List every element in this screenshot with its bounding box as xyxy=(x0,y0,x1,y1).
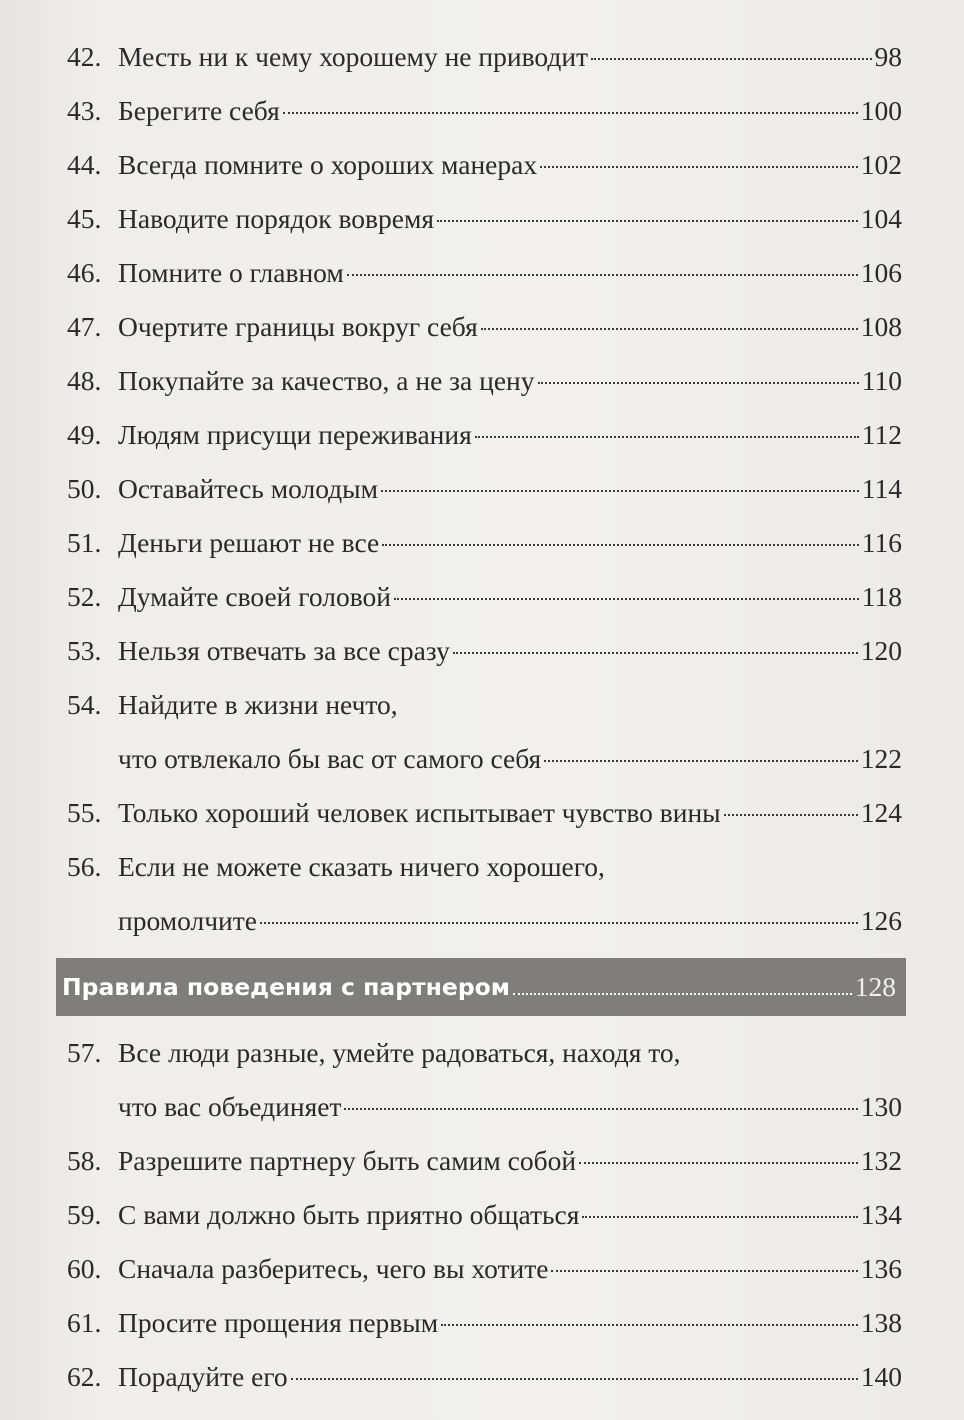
entry-title: что отвлекало бы вас от самого себя xyxy=(118,743,542,774)
dot-leader xyxy=(381,490,859,492)
entry-page: 140 xyxy=(860,1361,902,1392)
entry-number: 48. xyxy=(67,365,102,396)
entry-number: 54. xyxy=(67,689,102,720)
entry-page: 130 xyxy=(860,1091,902,1122)
entry-title: Порадуйте его xyxy=(118,1361,288,1392)
entry-number: 46. xyxy=(67,257,102,288)
dot-leader xyxy=(724,814,858,816)
entry-number: 53. xyxy=(67,635,102,666)
entry-page: 102 xyxy=(860,149,902,180)
entry-number: 58. xyxy=(67,1145,102,1176)
entry-page: 134 xyxy=(860,1199,902,1230)
dot-leader xyxy=(382,544,859,546)
dot-leader xyxy=(441,1324,858,1326)
entry-page: 126 xyxy=(860,905,902,936)
entry-number: 47. xyxy=(67,311,102,342)
toc-entry xyxy=(60,624,902,678)
section-heading xyxy=(56,958,906,1016)
toc-entry xyxy=(60,462,902,516)
toc-entry xyxy=(60,1026,902,1134)
toc-entry xyxy=(60,1350,902,1404)
dot-leader xyxy=(344,1108,857,1110)
entry-title: Помните о главном xyxy=(118,257,344,288)
dot-leader xyxy=(283,112,858,114)
entry-number: 56. xyxy=(67,851,102,882)
entry-page: 106 xyxy=(860,257,902,288)
entry-page: 116 xyxy=(861,527,902,558)
entry-title: С вами должно быть приятно общаться xyxy=(118,1199,580,1230)
toc-entry xyxy=(60,840,902,948)
entry-page: 100 xyxy=(860,95,902,126)
entry-number: 49. xyxy=(67,419,102,450)
entry-number: 43. xyxy=(67,95,102,126)
toc-entry xyxy=(60,1188,902,1242)
entry-number: 59. xyxy=(67,1199,102,1230)
entry-page: 110 xyxy=(861,365,902,396)
toc-entry xyxy=(60,300,902,354)
toc-entry xyxy=(60,570,902,624)
dot-leader xyxy=(540,166,858,168)
toc-entry xyxy=(60,1242,902,1296)
dot-leader xyxy=(291,1378,858,1380)
entry-title: Просите прощения первым xyxy=(118,1307,439,1338)
dot-leader xyxy=(437,220,858,222)
entry-number: 50. xyxy=(67,473,102,504)
entry-number: 44. xyxy=(67,149,102,180)
toc-entry xyxy=(60,354,902,408)
toc-entry xyxy=(60,408,902,462)
entry-title: что вас объединяет xyxy=(118,1091,342,1122)
dot-leader xyxy=(260,922,858,924)
entry-title: Только хороший человек испытывает чувство вины xyxy=(118,797,721,828)
entry-number: 42. xyxy=(67,41,102,72)
entry-number: 51. xyxy=(67,527,102,558)
entry-page: 114 xyxy=(861,473,902,504)
entry-title: промолчите xyxy=(118,905,257,936)
entry-title: Берегите себя xyxy=(118,95,280,126)
entry-title-line1: Найдите в жизни нечто, xyxy=(118,689,398,720)
entry-page: 124 xyxy=(860,797,902,828)
dot-leader xyxy=(475,436,859,438)
entry-page: 136 xyxy=(860,1253,902,1284)
entry-page: 132 xyxy=(860,1145,902,1176)
entry-number: 57. xyxy=(67,1037,102,1068)
dot-leader xyxy=(394,598,859,600)
entry-title: Оставайтесь молодым xyxy=(118,473,379,504)
entry-page: 122 xyxy=(860,743,902,774)
entry-title: Людям присущи переживания xyxy=(118,419,472,450)
entry-page: 118 xyxy=(861,581,902,612)
dot-leader xyxy=(582,1216,857,1218)
entry-title: Деньги решают не все xyxy=(118,527,380,558)
entry-title: Думайте своей головой xyxy=(118,581,391,612)
toc-entry xyxy=(60,786,902,840)
entry-page: 120 xyxy=(860,635,902,666)
toc-entry xyxy=(60,30,902,84)
entry-page: 138 xyxy=(860,1307,902,1338)
entry-title-line1: Все люди разные, умейте радоваться, находя то, xyxy=(118,1037,681,1068)
dot-leader xyxy=(579,1162,858,1164)
toc-entry xyxy=(60,678,902,786)
entry-title: Покупайте за качество, а не за цену xyxy=(118,365,535,396)
entry-page: 104 xyxy=(860,203,902,234)
toc-entry xyxy=(60,192,902,246)
section-title: Правила поведения с партнером xyxy=(62,973,511,1001)
dot-leader xyxy=(538,382,859,384)
entry-title: Месть ни к чему хорошему не приводит xyxy=(118,41,589,72)
dot-leader xyxy=(544,760,858,762)
entry-number: 60. xyxy=(67,1253,102,1284)
dot-leader xyxy=(453,652,858,654)
entry-title: Очертите границы вокруг себя xyxy=(118,311,478,342)
entry-title: Всегда помните о хороших манерах xyxy=(118,149,538,180)
dot-leader xyxy=(513,993,852,995)
entry-title: Нельзя отвечать за все сразу xyxy=(118,635,450,666)
entry-number: 52. xyxy=(67,581,102,612)
entry-number: 45. xyxy=(67,203,102,234)
toc-entry xyxy=(60,246,902,300)
entry-number: 62. xyxy=(67,1361,102,1392)
entry-title-line1: Если не можете сказать ничего хорошего, xyxy=(118,851,605,882)
dot-leader xyxy=(551,1270,857,1272)
entry-page: 112 xyxy=(861,419,902,450)
entry-number: 55. xyxy=(67,797,102,828)
section-page: 128 xyxy=(854,971,896,1002)
entry-title: Разрешите партнеру быть самим собой xyxy=(118,1145,577,1176)
toc-entry xyxy=(60,138,902,192)
toc-entry xyxy=(60,84,902,138)
entry-page: 108 xyxy=(860,311,902,342)
toc-entry xyxy=(60,516,902,570)
dot-leader xyxy=(591,58,871,60)
entry-page: 98 xyxy=(874,41,902,72)
toc-entry xyxy=(60,1296,902,1350)
dot-leader xyxy=(347,274,858,276)
entry-number: 61. xyxy=(67,1307,102,1338)
toc-entry xyxy=(60,1134,902,1188)
table-of-contents xyxy=(60,30,902,1404)
dot-leader xyxy=(481,328,858,330)
entry-title: Сначала разберитесь, чего вы хотите xyxy=(118,1253,549,1284)
entry-title: Наводите порядок вовремя xyxy=(118,203,435,234)
